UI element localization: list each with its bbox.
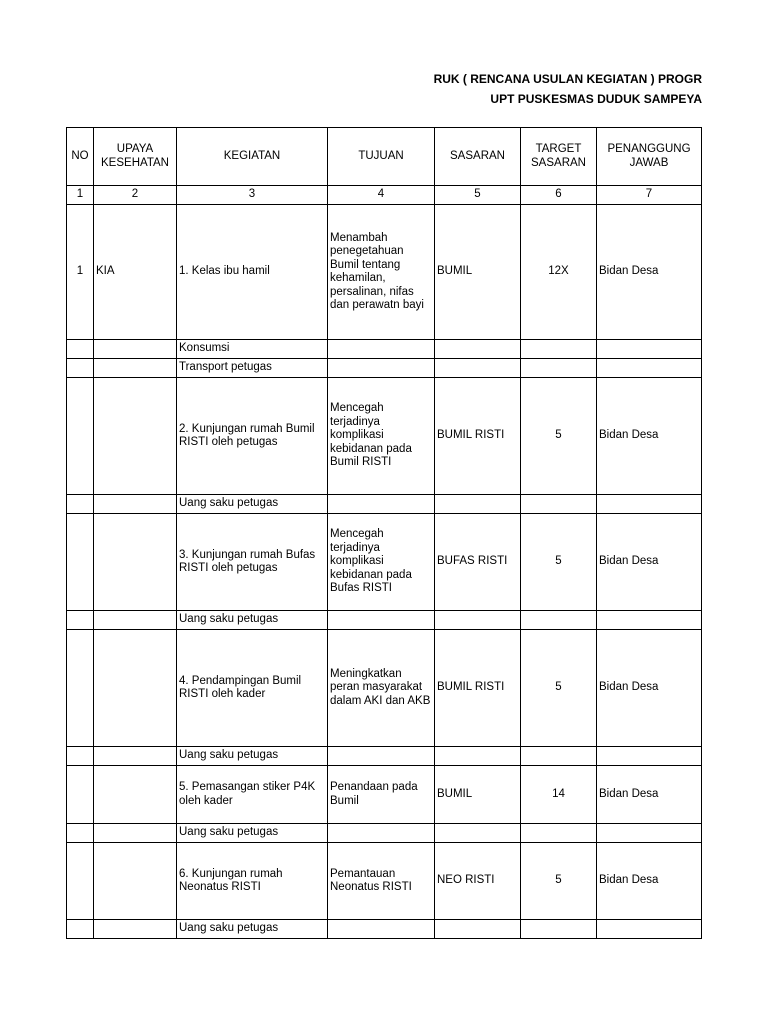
cell-kegiatan: Uang saku petugas	[177, 824, 328, 843]
cell-kegiatan: Uang saku petugas	[177, 611, 328, 630]
column-number: 2	[94, 186, 177, 205]
column-number: 1	[67, 186, 94, 205]
column-header-tujuan: TUJUAN	[328, 128, 435, 186]
cell-penanggung-jawab: Bidan Desa	[597, 514, 702, 611]
cell-kegiatan: 6. Kunjungan rumah Neonatus RISTI	[177, 843, 328, 920]
cell-target: 12X	[521, 205, 597, 340]
table-row	[67, 378, 702, 495]
cell-kegiatan: Uang saku petugas	[177, 747, 328, 766]
document-title: RUK ( RENCANA USULAN KEGIATAN ) PROGR	[433, 72, 702, 86]
cell-tujuan: Pemantauan Neonatus RISTI	[328, 843, 435, 920]
column-header-no: NO	[67, 128, 94, 186]
cell-kegiatan: 2. Kunjungan rumah Bumil RISTI oleh petugas	[177, 378, 328, 495]
cell-tujuan: Meningkatkan peran masyarakat dalam AKI dan AKB	[328, 630, 435, 747]
cell-tujuan: Mencegah terjadinya komplikasi kebidanan pada Bufas RISTI	[328, 514, 435, 611]
table-header-row	[67, 128, 702, 186]
cell-sasaran: BUMIL RISTI	[435, 630, 521, 747]
column-header-penanggung-jawab: PENANGGUNG JAWAB	[597, 128, 702, 186]
cell-kegiatan: Uang saku petugas	[177, 920, 328, 939]
cell-upaya: KIA	[94, 205, 177, 340]
table-row	[67, 766, 702, 824]
cell-kegiatan: Konsumsi	[177, 340, 328, 359]
cell-target: 5	[521, 843, 597, 920]
cell-penanggung-jawab: Bidan Desa	[597, 205, 702, 340]
column-number: 4	[328, 186, 435, 205]
table-row	[67, 340, 702, 359]
column-number: 5	[435, 186, 521, 205]
column-number: 6	[521, 186, 597, 205]
table-row	[67, 359, 702, 378]
cell-sasaran: BUMIL	[435, 766, 521, 824]
column-number: 3	[177, 186, 328, 205]
document-subtitle: UPT PUSKESMAS DUDUK SAMPEYA	[490, 92, 702, 106]
table-row	[67, 630, 702, 747]
cell-penanggung-jawab: Bidan Desa	[597, 378, 702, 495]
cell-tujuan: Menambah penegetahuan Bumil tentang kehamilan, persalinan, nifas dan perawatn bayi	[328, 205, 435, 340]
table-row	[67, 205, 702, 340]
column-number-row	[67, 186, 702, 205]
column-header-kegiatan: KEGIATAN	[177, 128, 328, 186]
cell-target: 5	[521, 630, 597, 747]
cell-kegiatan: 1. Kelas ibu hamil	[177, 205, 328, 340]
cell-kegiatan: 5. Pemasangan stiker P4K oleh kader	[177, 766, 328, 824]
cell-sasaran: BUMIL	[435, 205, 521, 340]
cell-sasaran: BUFAS RISTI	[435, 514, 521, 611]
table-row	[67, 747, 702, 766]
cell-penanggung-jawab: Bidan Desa	[597, 766, 702, 824]
cell-sasaran: NEO RISTI	[435, 843, 521, 920]
column-header-upaya-kesehatan: UPAYA KESEHATAN	[94, 128, 177, 186]
cell-target: 5	[521, 514, 597, 611]
cell-penanggung-jawab: Bidan Desa	[597, 630, 702, 747]
cell-kegiatan: Transport petugas	[177, 359, 328, 378]
column-number: 7	[597, 186, 702, 205]
cell-kegiatan: 4. Pendampingan Bumil RISTI oleh kader	[177, 630, 328, 747]
cell-kegiatan: Uang saku petugas	[177, 495, 328, 514]
cell-target: 5	[521, 378, 597, 495]
table-row	[67, 824, 702, 843]
cell-penanggung-jawab: Bidan Desa	[597, 843, 702, 920]
cell-kegiatan: 3. Kunjungan rumah Bufas RISTI oleh petugas	[177, 514, 328, 611]
column-header-sasaran: SASARAN	[435, 128, 521, 186]
cell-tujuan: Mencegah terjadinya komplikasi kebidanan pada Bumil RISTI	[328, 378, 435, 495]
table-row	[67, 495, 702, 514]
cell-tujuan: Penandaan pada Bumil	[328, 766, 435, 824]
table-row	[67, 611, 702, 630]
ruk-table	[66, 127, 702, 939]
table-row	[67, 920, 702, 939]
cell-no: 1	[67, 205, 94, 340]
table-row	[67, 514, 702, 611]
column-header-target-sasaran: TARGET SASARAN	[521, 128, 597, 186]
table-row	[67, 843, 702, 920]
cell-target: 14	[521, 766, 597, 824]
cell-sasaran: BUMIL RISTI	[435, 378, 521, 495]
